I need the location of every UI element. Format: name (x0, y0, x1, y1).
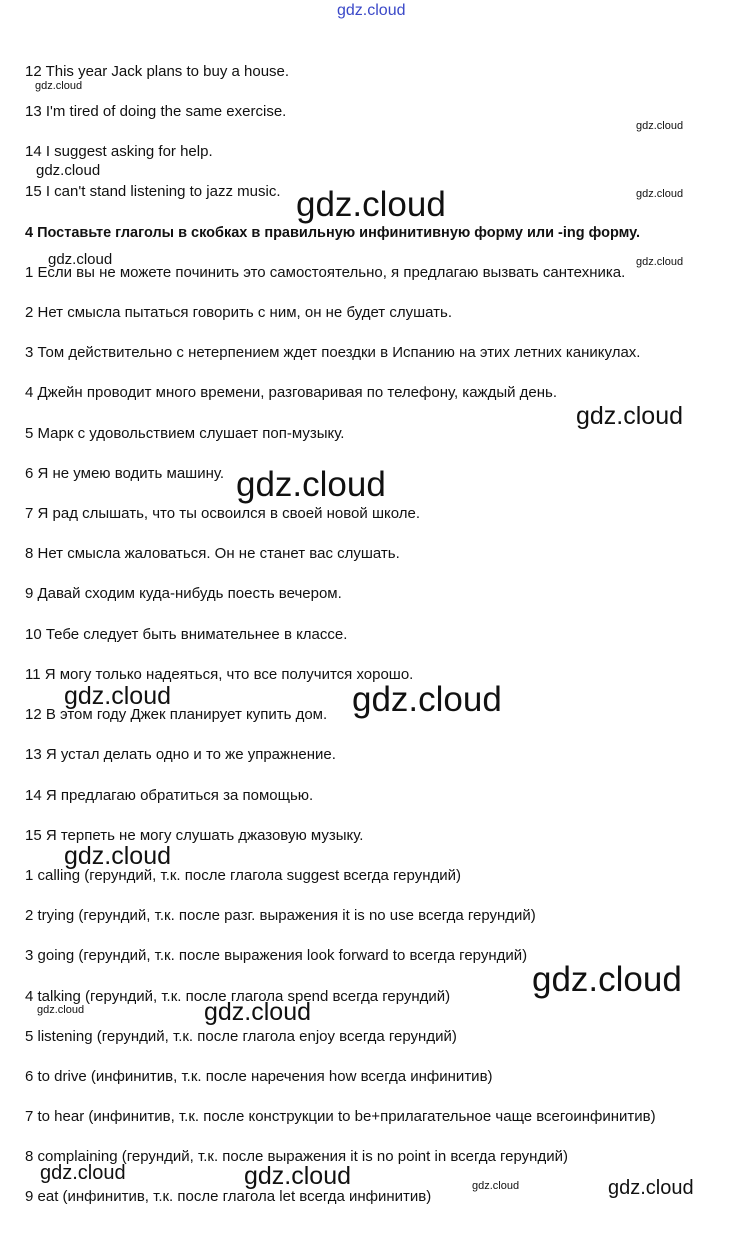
watermark: gdz.cloud (64, 682, 172, 710)
task-heading: 4 Поставьте глаголы в скобках в правильную инфинитивную форму или -ing форму. (25, 225, 640, 241)
watermark: gdz.cloud (636, 256, 684, 268)
sentence-ru-14: 14 Я предлагаю обратиться за помощью. (25, 787, 314, 804)
sentence-ru-4: 4 Джейн проводит много времени, разговаривая по телефону, каждый день. (25, 384, 558, 401)
watermark: gdz.cloud (64, 842, 172, 870)
watermark: gdz.cloud (48, 251, 113, 268)
watermark: gdz.cloud (352, 680, 502, 719)
sentence-ru-2: 2 Нет смысла пытаться говорить с ним, он не будет слушать. (25, 304, 452, 321)
sentence-ru-10: 10 Тебе следует быть внимательнее в классе. (25, 626, 348, 643)
watermark: gdz.cloud (636, 188, 684, 200)
answer-2: 2 trying (герундий, т.к. после разг. выражения it is no use всегда герундий) (25, 907, 536, 924)
watermark: gdz.cloud (40, 1162, 126, 1184)
sentence-ru-7: 7 Я рад слышать, что ты освоился в своей новой школе. (25, 505, 420, 522)
watermark: gdz.cloud (576, 402, 684, 430)
watermark: gdz.cloud (636, 120, 684, 132)
sentence-ru-13: 13 Я устал делать одно и то же упражнение. (25, 746, 336, 763)
sentence-en-15: 15 I can't stand listening to jazz music. (25, 183, 281, 200)
sentence-ru-12: 12 В этом году Джек планирует купить дом. (25, 706, 328, 723)
answer-6: 6 to drive (инфинитив, т.к. после наречения how всегда инфинитив) (25, 1068, 493, 1085)
watermark-top: gdz.cloud (337, 2, 406, 19)
watermark: gdz.cloud (608, 1177, 694, 1199)
sentence-ru-9: 9 Давай сходим куда-нибудь поесть вечером. (25, 585, 342, 602)
sentence-ru-3: 3 Том действительно с нетерпением ждет поездки в Испанию на этих летних каникулах. (25, 344, 641, 361)
sentence-ru-1: 1 Если вы не можете починить это самостоятельно, я предлагаю вызвать сантехника. (25, 264, 626, 281)
sentence-en-14: 14 I suggest asking for help. (25, 143, 213, 160)
sentence-ru-11: 11 Я могу только надеяться, что все получится хорошо. (25, 666, 414, 683)
answer-4: 4 talking (герундий, т.к. после глагола spend всегда герундий) (25, 988, 451, 1005)
watermark: gdz.cloud (296, 185, 446, 224)
answer-9: 9 eat (инфинитив, т.к. после глагола let всегда инфинитив) (25, 1188, 432, 1205)
sentence-ru-6: 6 Я не умею водить машину. (25, 465, 225, 482)
watermark: gdz.cloud (244, 1162, 352, 1190)
watermark: gdz.cloud (35, 80, 83, 92)
sentence-ru-5: 5 Марк с удовольствием слушает поп-музыку. (25, 425, 345, 442)
answer-1: 1 calling (герундий, т.к. после глагола suggest всегда герундий) (25, 867, 461, 884)
watermark: gdz.cloud (532, 960, 682, 999)
watermark: gdz.cloud (37, 1004, 85, 1016)
sentence-ru-8: 8 Нет смысла жаловаться. Он не станет вас слушать. (25, 545, 400, 562)
watermark: gdz.cloud (472, 1180, 520, 1192)
answer-3: 3 going (герундий, т.к. после выражения look forward to всегда герундий) (25, 947, 528, 964)
sentence-en-13: 13 I'm tired of doing the same exercise. (25, 103, 287, 120)
answer-5: 5 listening (герундий, т.к. после глагола enjoy всегда герундий) (25, 1028, 457, 1045)
watermark: gdz.cloud (36, 162, 101, 179)
sentence-en-12: 12 This year Jack plans to buy a house. (25, 63, 290, 80)
watermark: gdz.cloud (236, 465, 386, 504)
answer-7: 7 to hear (инфинитив, т.к. после конструкции to be+прилагательное чаще всегоинфинитив) (25, 1108, 656, 1125)
watermark: gdz.cloud (204, 998, 312, 1026)
sentence-ru-15: 15 Я терпеть не могу слушать джазовую музыку. (25, 827, 364, 844)
answer-8: 8 complaining (герундий, т.к. после выражения it is no point in всегда герундий) (25, 1148, 568, 1165)
